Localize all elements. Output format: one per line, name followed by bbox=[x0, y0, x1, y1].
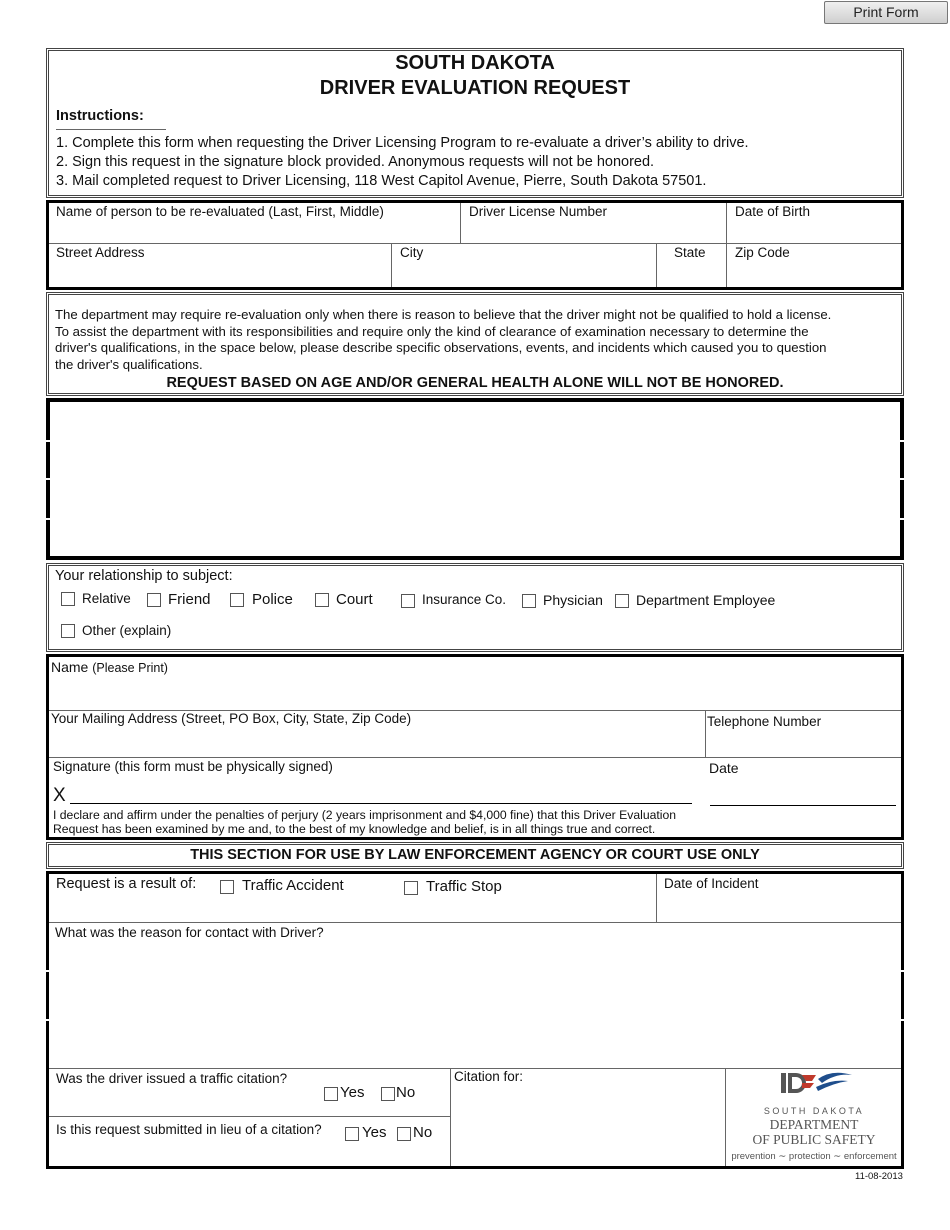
divider bbox=[450, 1068, 451, 1166]
citation-yes-checkbox[interactable] bbox=[324, 1087, 338, 1101]
dps-logo-icon bbox=[728, 1070, 900, 1100]
street-address-field[interactable]: Street Address bbox=[56, 245, 145, 260]
subject-name-field[interactable]: Name of person to be re-evaluated (Last, First, Middle) bbox=[56, 204, 384, 219]
date-line bbox=[710, 805, 896, 806]
logo-state-text: SOUTH DAKOTA bbox=[763, 1106, 865, 1116]
declaration-text: Request has been examined by me and, to the best of my knowledge and belief, is in all things true and correct. bbox=[53, 822, 656, 836]
traffic-stop-checkbox[interactable] bbox=[404, 881, 418, 895]
telephone-field[interactable]: Telephone Number bbox=[707, 714, 822, 729]
divider bbox=[725, 1068, 726, 1166]
logo-tagline: prevention ∼ protection ∼ enforcement bbox=[731, 1151, 897, 1162]
date-of-birth-field[interactable]: Date of Birth bbox=[735, 204, 811, 219]
notice-text: To assist the department with its responsibilities and require only the kind of clearance of examination necessary to determine the bbox=[55, 324, 809, 339]
notice-text: The department may require re-evaluation only when there is reason to believe that the driver might not be qualified to hold a license. bbox=[55, 307, 832, 322]
department-employee-checkbox[interactable] bbox=[615, 594, 629, 608]
signature-line bbox=[70, 803, 692, 804]
police-checkbox[interactable] bbox=[230, 593, 244, 607]
mailing-address-field[interactable]: Your Mailing Address (Street, PO Box, City, State, Zip Code) bbox=[51, 711, 412, 726]
declaration-text: I declare and affirm under the penalties of perjury (2 years imprisonment and $4,000 fine) that this Driver Evaluation bbox=[53, 808, 677, 822]
instruction-1: 1. Complete this form when requesting the Driver Licensing Program to re-evaluate a driver’s ability to drive. bbox=[56, 135, 749, 151]
divider bbox=[900, 478, 904, 480]
physician-label: Physician bbox=[543, 592, 603, 608]
requester-name-hint: (Please Print) bbox=[92, 661, 168, 675]
divider bbox=[49, 1116, 450, 1117]
divider bbox=[46, 1019, 50, 1021]
lieu-no-label: No bbox=[413, 1124, 433, 1141]
divider bbox=[705, 710, 706, 758]
divider bbox=[46, 440, 50, 442]
date-of-incident-field[interactable]: Date of Incident bbox=[664, 876, 759, 891]
signature-x-mark: X bbox=[53, 785, 66, 806]
lieu-of-citation-question: Is this request submitted in lieu of a citation? bbox=[56, 1122, 322, 1137]
form-title: DRIVER EVALUATION REQUEST bbox=[319, 77, 631, 99]
divider bbox=[46, 478, 50, 480]
relative-label: Relative bbox=[82, 591, 131, 606]
citation-no-checkbox[interactable] bbox=[381, 1087, 395, 1101]
divider bbox=[49, 922, 901, 923]
dps-logo bbox=[728, 1070, 900, 1166]
relative-checkbox[interactable] bbox=[61, 592, 75, 606]
logo-department-text: DEPARTMENT bbox=[769, 1117, 859, 1132]
court-checkbox[interactable] bbox=[315, 593, 329, 607]
insurance-checkbox[interactable] bbox=[401, 594, 415, 608]
law-enforcement-banner-text: THIS SECTION FOR USE BY LAW ENFORCEMENT AGENCY OR COURT USE ONLY bbox=[190, 847, 760, 863]
relationship-label: Your relationship to subject: bbox=[55, 568, 233, 584]
divider bbox=[900, 970, 904, 972]
city-field[interactable]: City bbox=[400, 245, 424, 260]
department-employee-label: Department Employee bbox=[636, 592, 776, 608]
form-title-state: SOUTH DAKOTA bbox=[395, 52, 555, 74]
instruction-2: 2. Sign this request in the signature block provided. Anonymous requests will not be honored. bbox=[56, 154, 655, 170]
friend-label: Friend bbox=[168, 591, 211, 608]
driver-license-field[interactable]: Driver License Number bbox=[469, 204, 608, 219]
subject-row-divider bbox=[49, 243, 901, 244]
traffic-stop-label: Traffic Stop bbox=[426, 878, 502, 895]
divider bbox=[656, 243, 657, 287]
notice-text: the driver's qualifications. bbox=[55, 357, 203, 372]
divider bbox=[460, 203, 461, 243]
instructions-label: Instructions: bbox=[56, 108, 144, 124]
print-form-button[interactable]: Print Form bbox=[824, 1, 948, 24]
form-revision-date: 11-08-2013 bbox=[855, 1171, 903, 1182]
divider bbox=[49, 757, 901, 758]
divider bbox=[46, 518, 50, 520]
lieu-yes-checkbox[interactable] bbox=[345, 1127, 359, 1141]
citation-for-field[interactable]: Citation for: bbox=[454, 1069, 524, 1084]
police-label: Police bbox=[252, 591, 293, 608]
physician-checkbox[interactable] bbox=[522, 594, 536, 608]
traffic-accident-checkbox[interactable] bbox=[220, 880, 234, 894]
citation-yes-label: Yes bbox=[340, 1084, 365, 1101]
divider bbox=[900, 518, 904, 520]
zip-code-field[interactable]: Zip Code bbox=[735, 245, 790, 260]
state-field[interactable]: State bbox=[674, 245, 706, 260]
instruction-3: 3. Mail completed request to Driver Licensing, 118 West Capitol Avenue, Pierre, South Dakota 57501. bbox=[56, 173, 707, 189]
lieu-yes-label: Yes bbox=[362, 1124, 387, 1141]
divider bbox=[726, 203, 727, 287]
divider bbox=[656, 874, 657, 922]
other-label: Other (explain) bbox=[82, 623, 172, 638]
logo-public-safety-text: OF PUBLIC SAFETY bbox=[752, 1132, 876, 1147]
notice-text: driver's qualifications, in the space below, please describe specific observations, events, and incidents which caused you to question bbox=[55, 340, 827, 355]
notice-warning: REQUEST BASED ON AGE AND/OR GENERAL HEALTH ALONE WILL NOT BE HONORED. bbox=[166, 375, 784, 391]
signature-date-field[interactable]: Date bbox=[709, 760, 739, 776]
citation-question: Was the driver issued a traffic citation? bbox=[56, 1071, 288, 1086]
requester-name-field[interactable] bbox=[51, 659, 168, 675]
request-result-label: Request is a result of: bbox=[56, 876, 197, 892]
observations-textarea[interactable] bbox=[46, 398, 904, 560]
insurance-label: Insurance Co. bbox=[422, 592, 507, 607]
other-checkbox[interactable] bbox=[61, 624, 75, 638]
lieu-no-checkbox[interactable] bbox=[397, 1127, 411, 1141]
instructions-underline bbox=[56, 129, 166, 130]
citation-no-label: No bbox=[396, 1084, 416, 1101]
requester-name-label: Name bbox=[51, 659, 89, 675]
divider bbox=[391, 243, 392, 287]
friend-checkbox[interactable] bbox=[147, 593, 161, 607]
divider bbox=[900, 1019, 904, 1021]
traffic-accident-label: Traffic Accident bbox=[242, 877, 344, 894]
signature-field[interactable]: Signature (this form must be physically signed) bbox=[53, 759, 333, 774]
divider bbox=[46, 970, 50, 972]
divider bbox=[900, 440, 904, 442]
court-label: Court bbox=[336, 591, 373, 608]
contact-reason-field[interactable]: What was the reason for contact with Driver? bbox=[55, 925, 324, 940]
